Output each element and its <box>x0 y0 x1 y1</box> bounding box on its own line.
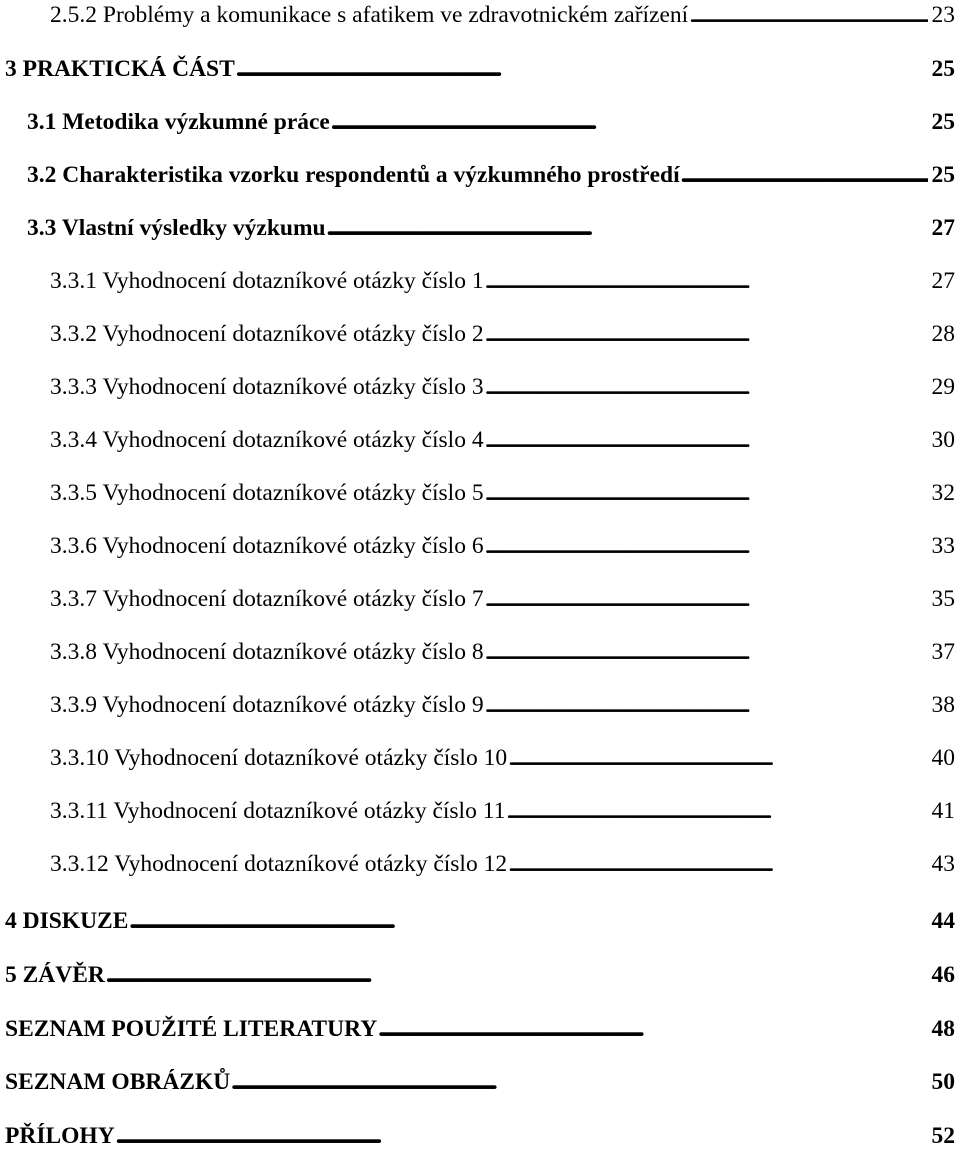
toc-entry-5[interactable] <box>5 960 955 990</box>
toc-entry-page: 38 <box>931 692 955 718</box>
toc-entry-label: 3.3.1 Vyhodnocení dotazníkové otázky číslo 1 <box>50 268 484 294</box>
dot-leader <box>106 960 928 990</box>
dot-leader <box>681 160 928 190</box>
toc-entry-3-3-8[interactable] <box>50 637 955 667</box>
toc-entry-3[interactable] <box>5 54 955 84</box>
toc-entry-label: 3 PRAKTICKÁ ČÁST <box>5 56 235 82</box>
toc-entry-label: 3.3 Vlastní výsledky výzkumu <box>27 215 326 241</box>
dot-leader <box>485 266 928 296</box>
toc-entry-3-3-11[interactable] <box>50 796 955 826</box>
toc-entry-page: 37 <box>931 639 955 665</box>
toc-entry-label: 2.5.2 Problémy a komunikace s afatikem ve zdravotnickém zařízení <box>50 2 689 28</box>
toc-entry-3-3-10[interactable] <box>50 743 955 773</box>
toc-entry-label: SEZNAM OBRÁZKŮ <box>5 1069 231 1095</box>
toc-entry-label: 3.3.8 Vyhodnocení dotazníkové otázky číslo 8 <box>50 639 484 665</box>
dot-leader <box>485 584 928 614</box>
toc-entry-label: SEZNAM POUŽITÉ LITERATURY <box>5 1016 378 1042</box>
dot-leader <box>689 0 927 30</box>
toc-entry-2-5-2[interactable] <box>50 0 955 30</box>
dot-leader <box>378 1014 927 1044</box>
toc-entry-3-3[interactable] <box>27 213 955 243</box>
toc-entry-3-1[interactable] <box>27 107 955 137</box>
toc-entry-label: 5 ZÁVĚR <box>5 962 105 988</box>
toc-entry-page: 25 <box>931 162 955 188</box>
dot-leader <box>508 743 927 773</box>
toc-entry-label: 3.3.2 Vyhodnocení dotazníkové otázky číslo 2 <box>50 321 484 347</box>
toc-entry-prilohy[interactable] <box>5 1121 955 1151</box>
toc-entry-page: 28 <box>931 321 955 347</box>
dot-leader <box>508 849 927 879</box>
dot-leader <box>236 54 928 84</box>
toc-entry-3-3-7[interactable] <box>50 584 955 614</box>
dot-leader <box>116 1121 928 1151</box>
toc-entry-3-3-9[interactable] <box>50 690 955 720</box>
dot-leader <box>485 372 928 402</box>
toc-entry-label: 3.3.9 Vyhodnocení dotazníkové otázky číslo 9 <box>50 692 484 718</box>
dot-leader <box>327 213 928 243</box>
toc-entry-label: 3.3.3 Vyhodnocení dotazníkové otázky číslo 3 <box>50 374 484 400</box>
toc-entry-label: 3.3.4 Vyhodnocení dotazníkové otázky číslo 4 <box>50 427 484 453</box>
dot-leader <box>231 1067 927 1097</box>
toc-entry-label: 3.1 Metodika výzkumné práce <box>27 109 330 135</box>
toc-entry-page: 46 <box>931 962 955 988</box>
toc-entry-page: 43 <box>931 851 955 877</box>
toc-entry-page: 52 <box>931 1123 955 1149</box>
toc-entry-label: PŘÍLOHY <box>5 1123 115 1149</box>
toc-entry-3-3-2[interactable] <box>50 319 955 349</box>
toc-entry-label: 3.3.10 Vyhodnocení dotazníkové otázky číslo 10 <box>50 745 508 771</box>
toc-entry-page: 40 <box>931 745 955 771</box>
toc-entry-3-3-6[interactable] <box>50 531 955 561</box>
dot-leader <box>331 107 928 137</box>
toc-entry-4[interactable] <box>5 906 955 936</box>
dot-leader <box>485 637 928 667</box>
toc-entry-label: 3.3.12 Vyhodnocení dotazníkové otázky číslo 12 <box>50 851 508 877</box>
toc-entry-page: 23 <box>931 2 955 28</box>
dot-leader <box>485 425 928 455</box>
dot-leader <box>485 319 928 349</box>
toc-entry-label: 3.3.6 Vyhodnocení dotazníkové otázky číslo 6 <box>50 533 484 559</box>
toc-entry-page: 27 <box>931 268 955 294</box>
toc-entry-obrazky[interactable] <box>5 1067 955 1097</box>
toc-entry-3-2[interactable] <box>27 160 955 190</box>
dot-leader <box>485 690 928 720</box>
dot-leader <box>129 906 927 936</box>
toc-entry-page: 33 <box>931 533 955 559</box>
toc-entry-3-3-12[interactable] <box>50 849 955 879</box>
toc-entry-page: 25 <box>931 56 955 82</box>
dot-leader <box>485 478 928 508</box>
toc-entry-page: 30 <box>931 427 955 453</box>
toc-entry-page: 50 <box>931 1069 955 1095</box>
toc-entry-label: 3.2 Charakteristika vzorku respondentů a výzkumného prostředí <box>27 162 680 188</box>
toc-entry-page: 44 <box>931 908 955 934</box>
toc-entry-literatura[interactable] <box>5 1014 955 1044</box>
dot-leader <box>506 796 927 826</box>
toc-entry-3-3-5[interactable] <box>50 478 955 508</box>
toc-entry-page: 35 <box>931 586 955 612</box>
toc-entry-page: 41 <box>931 798 955 824</box>
toc-entry-3-3-4[interactable] <box>50 425 955 455</box>
toc-entry-page: 25 <box>931 109 955 135</box>
toc-entry-label: 3.3.7 Vyhodnocení dotazníkové otázky číslo 7 <box>50 586 484 612</box>
toc-entry-page: 48 <box>931 1016 955 1042</box>
toc-entry-label: 3.3.11 Vyhodnocení dotazníkové otázky číslo 11 <box>50 798 506 824</box>
toc-entry-page: 32 <box>931 480 955 506</box>
toc-entry-label: 4 DISKUZE <box>5 908 129 934</box>
toc-entry-3-3-1[interactable] <box>50 266 955 296</box>
toc-entry-page: 29 <box>931 374 955 400</box>
toc-entry-page: 27 <box>931 215 955 241</box>
dot-leader <box>485 531 928 561</box>
toc-entry-label: 3.3.5 Vyhodnocení dotazníkové otázky číslo 5 <box>50 480 484 506</box>
toc-entry-3-3-3[interactable] <box>50 372 955 402</box>
